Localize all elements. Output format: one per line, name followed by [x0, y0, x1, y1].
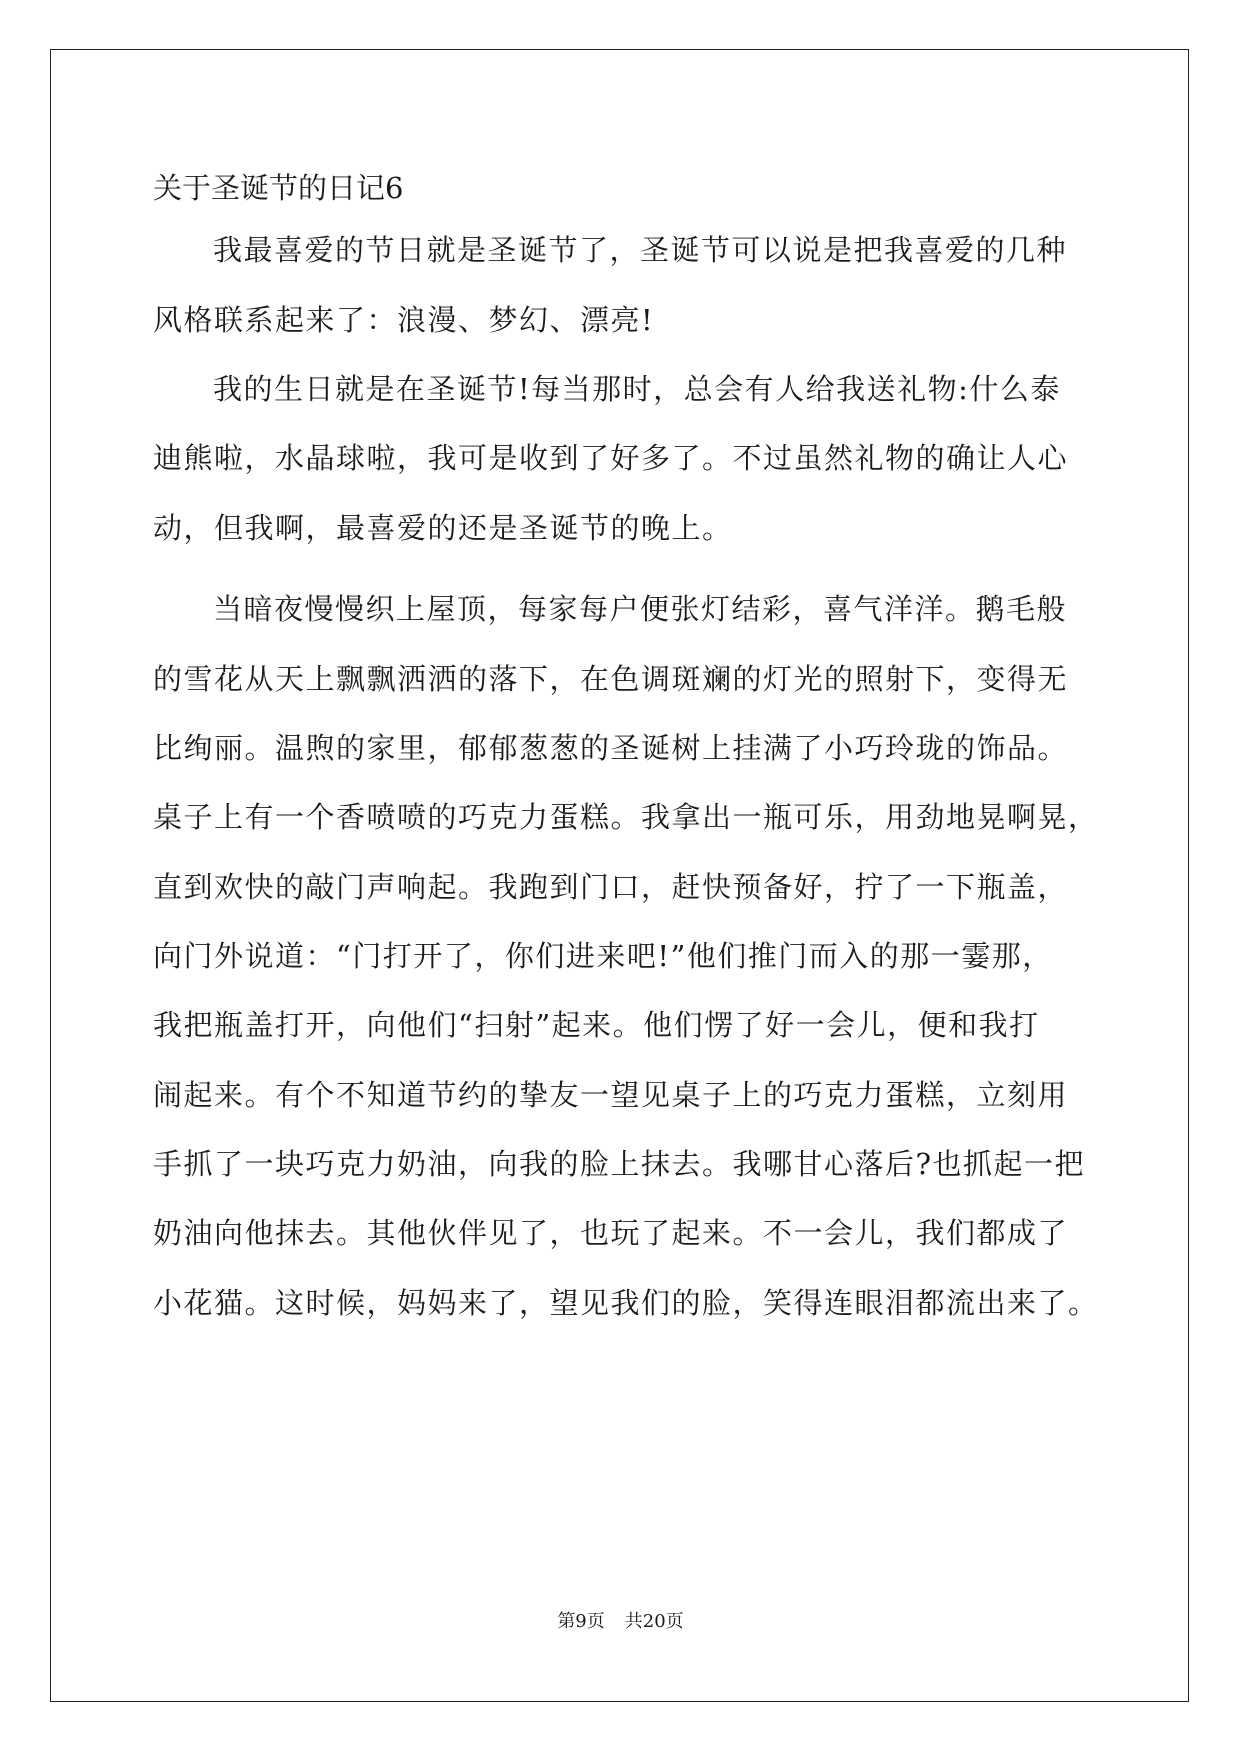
paragraph-line: 比绚丽。温煦的家里，郁郁葱葱的圣诞树上挂满了小巧玲珑的饰品。	[153, 731, 1069, 765]
page-footer	[0, 1610, 1241, 1634]
paragraph-line: 小花猫。这时候，妈妈来了，望见我们的脸，笑得连眼泪都流出来了。	[153, 1286, 1099, 1320]
page-total: 共20页	[624, 1611, 684, 1632]
paragraph-line: 迪熊啦，水晶球啦，我可是收到了好多了。不过虽然礼物的确让人心	[153, 441, 1069, 475]
paragraph-line: 桌子上有一个香喷喷的巧克力蛋糕。我拿出一瓶可乐，用劲地晃啊晃，	[153, 800, 1099, 834]
paragraph-line: 风格联系起来了：浪漫、梦幻、漂亮!	[153, 303, 655, 337]
paragraph-line: 直到欢快的敲门声响起。我跑到门口，赶快预备好，拧了一下瓶盖，	[153, 870, 1069, 904]
paragraph-line: 我把瓶盖打开，向他们“扫射”起来。他们愣了好一会儿，便和我打	[153, 1008, 1040, 1042]
page-number: 第9页	[557, 1611, 605, 1632]
paragraph-line: 我最喜爱的节日就是圣诞节了，圣诞节可以说是把我喜爱的几种	[213, 233, 1068, 267]
paragraph-line: 动，但我啊，最喜爱的还是圣诞节的晚上。	[153, 511, 733, 545]
paragraph-line: 闹起来。有个不知道节约的挚友一望见桌子上的巧克力蛋糕，立刻用	[153, 1078, 1069, 1112]
document-title: 关于圣诞节的日记6	[153, 171, 404, 205]
paragraph-line: 手抓了一块巧克力奶油，向我的脸上抹去。我哪甘心落后?也抓起一把	[153, 1147, 1086, 1181]
paragraph-line: 奶油向他抹去。其他伙伴见了，也玩了起来。不一会儿，我们都成了	[153, 1216, 1069, 1250]
paragraph-line: 向门外说道：“门打开了，你们进来吧!”他们推门而入的那一霎那，	[153, 939, 1053, 973]
paragraph-line: 当暗夜慢慢织上屋顶，每家每户便张灯结彩，喜气洋洋。鹅毛般	[213, 592, 1068, 626]
paragraph-line: 的雪花从天上飘飘洒洒的落下，在色调斑斓的灯光的照射下，变得无	[153, 662, 1069, 696]
paragraph-line: 我的生日就是在圣诞节!每当那时，总会有人给我送礼物:什么泰	[213, 372, 1061, 406]
